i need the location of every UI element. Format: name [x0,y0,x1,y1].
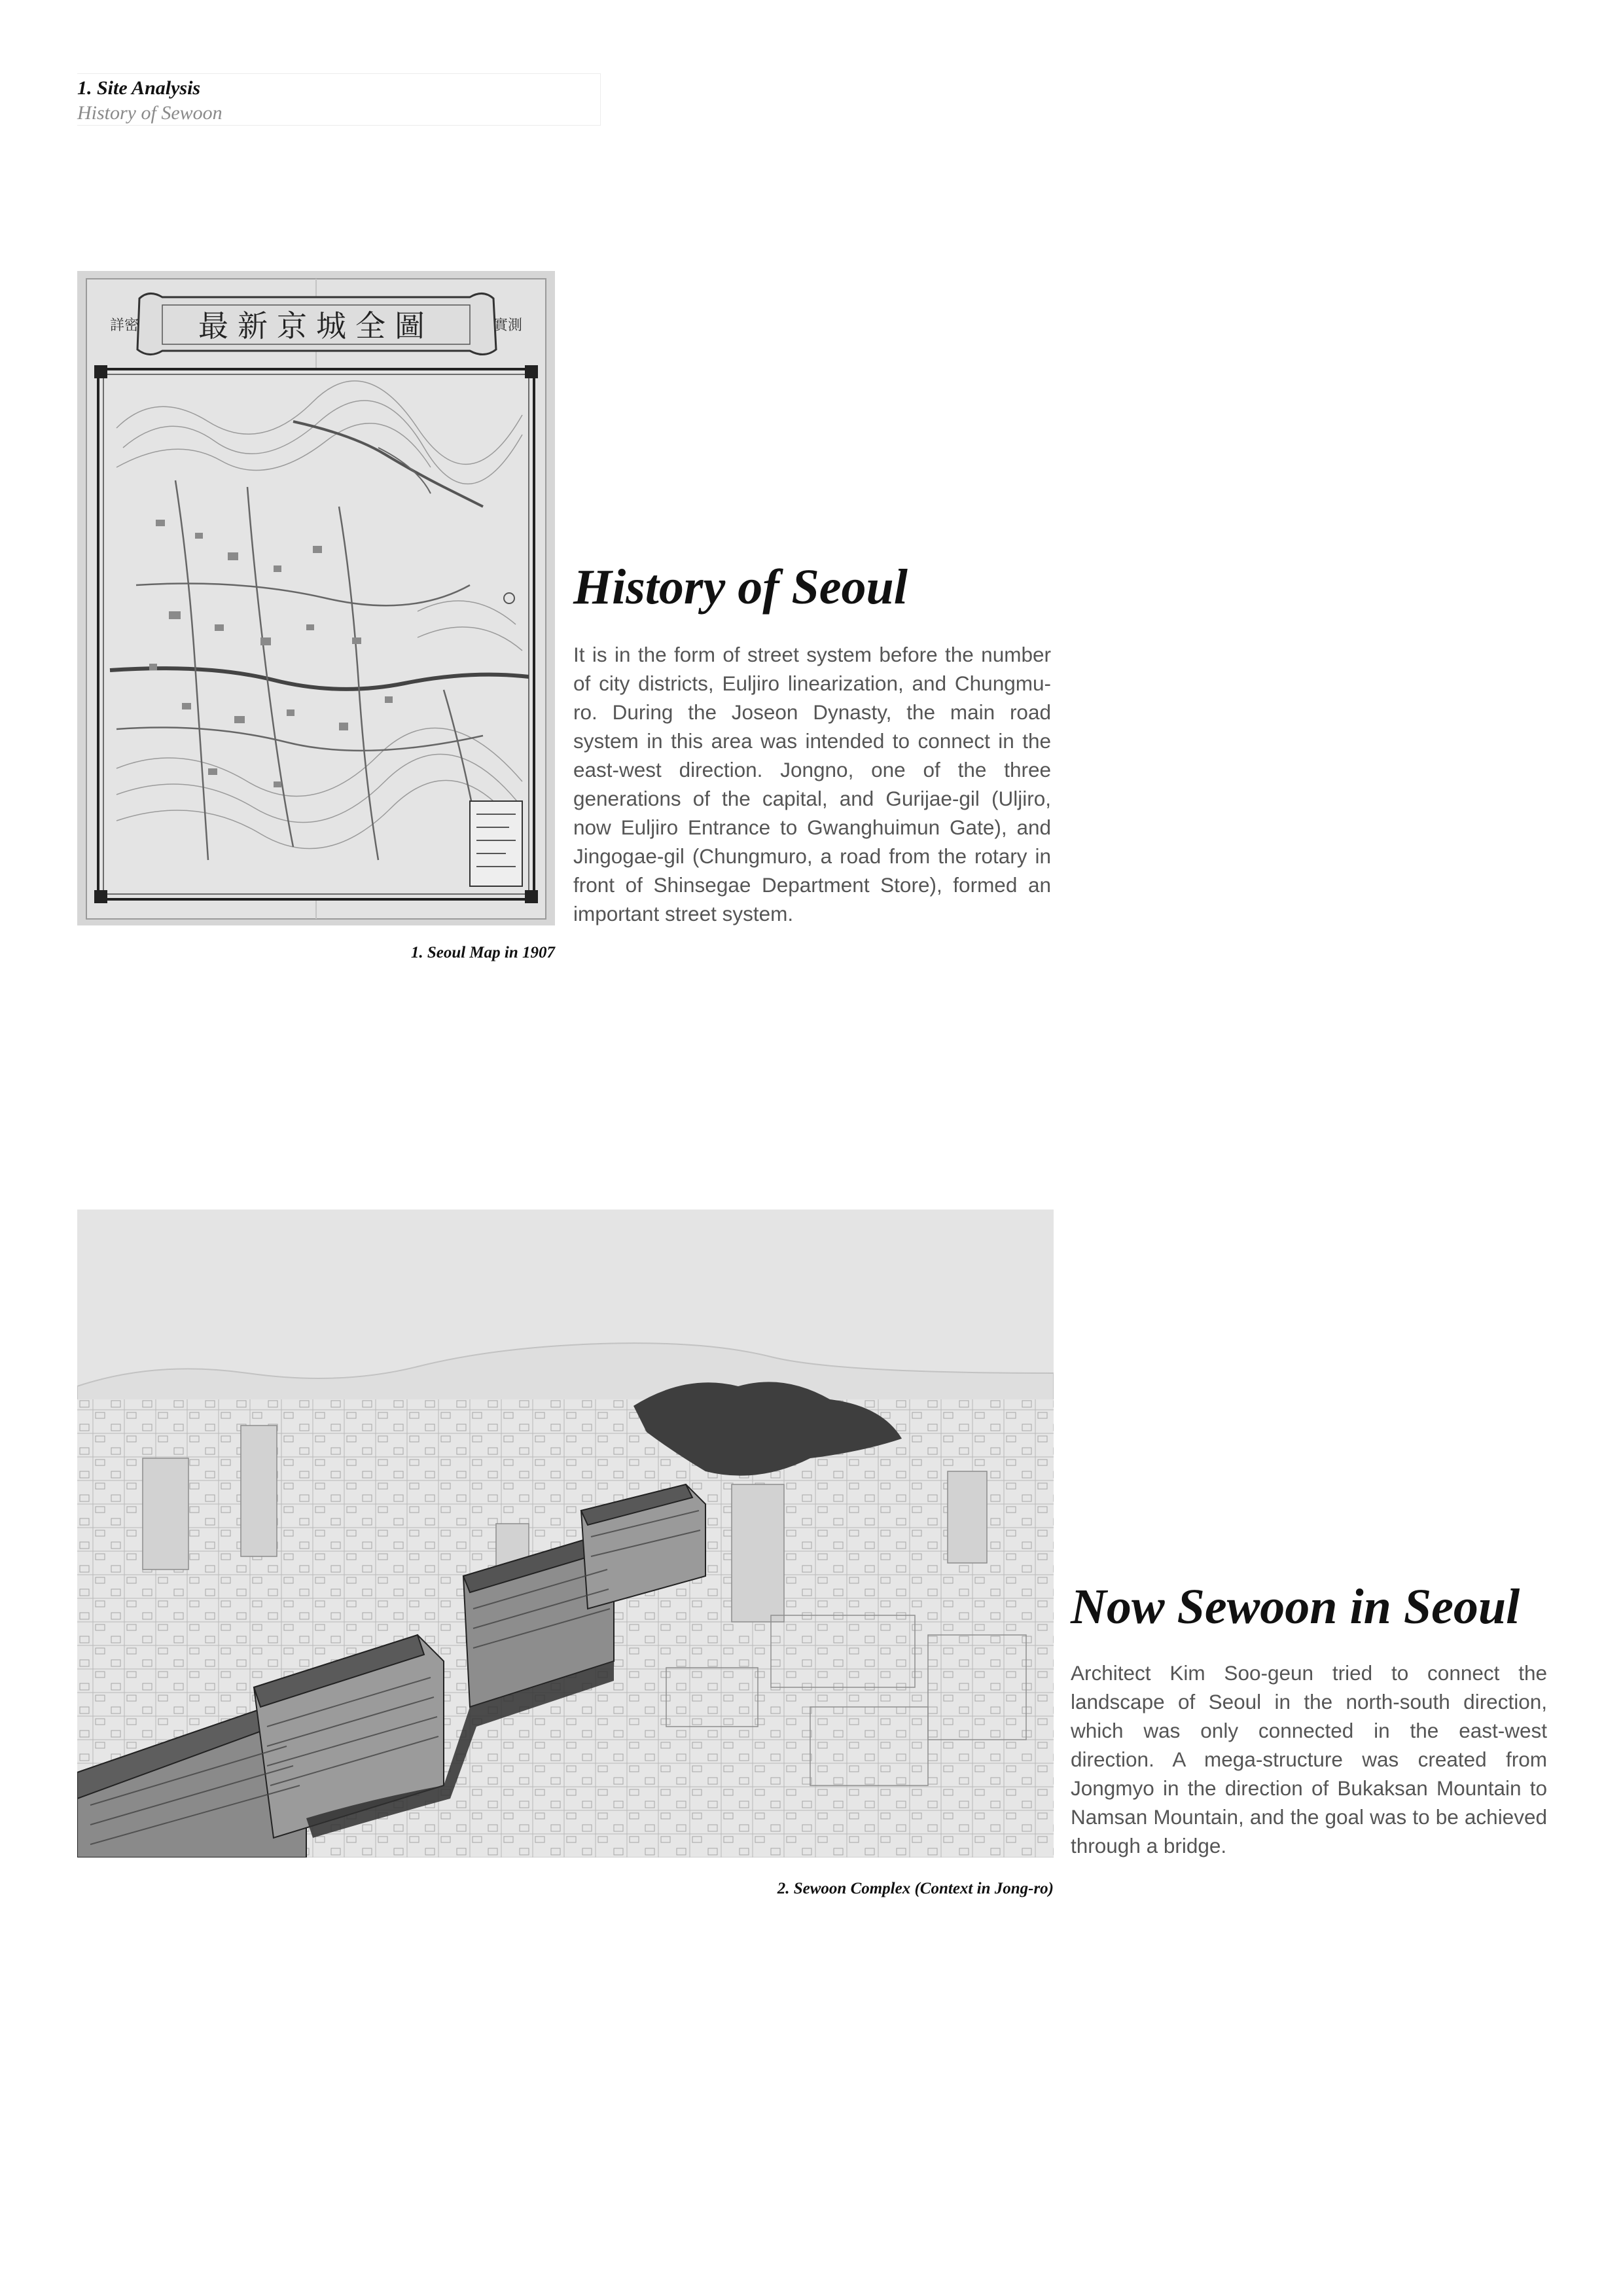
seoul-map-1907-image [77,271,555,925]
section-heading-history: History of Seoul [573,560,908,615]
map-title-text: 最新京城全圖 [198,308,434,344]
section-body-now-sewoon: Architect Kim Soo-geun tried to connect the landscape of Seoul in the north-south direction, which was only connected in the east-west direction. A mega-structure was created from Jongmyo in the direction of Bukaksan Mountain to Namsan Mountain, and the goal was to be achieved through a bridge. [1071,1661,1547,1857]
sewoon-aerial-illustration [77,1210,1054,1857]
map-side-right-text: 實測 [493,317,523,334]
section-title: 1. Site Analysis [77,77,201,99]
figure-caption-sewoon: 2. Sewoon Complex (Context in Jong-ro) [777,1880,1054,1897]
page-header [77,73,601,126]
figure-caption-map: 1. Seoul Map in 1907 [410,944,555,961]
map-side-left-text: 詳密 [109,317,139,334]
section-subtitle: History of Sewoon [77,102,223,124]
section-heading-now-sewoon: Now Sewoon in Seoul [1071,1579,1520,1634]
sewoon-complex-aerial-image [77,1210,1054,1857]
section-body-history: It is in the form of street system before the number of city districts, Euljiro linearization, and Chungmu-ro. During the Joseon Dynasty, the main road system in this area was intended to connect in the east-west direction. Jongno, one of the three generations of the capital, and Gurijae-gil (Uljiro, now Euljiro Entrance to Gwanghuimun Gate), and Jingogae-gil (Chungmuro, a road from the rotary in front of Shinsegae Department Store), formed an important street system. [573,643,1051,925]
seoul-map-illustration [77,271,555,925]
